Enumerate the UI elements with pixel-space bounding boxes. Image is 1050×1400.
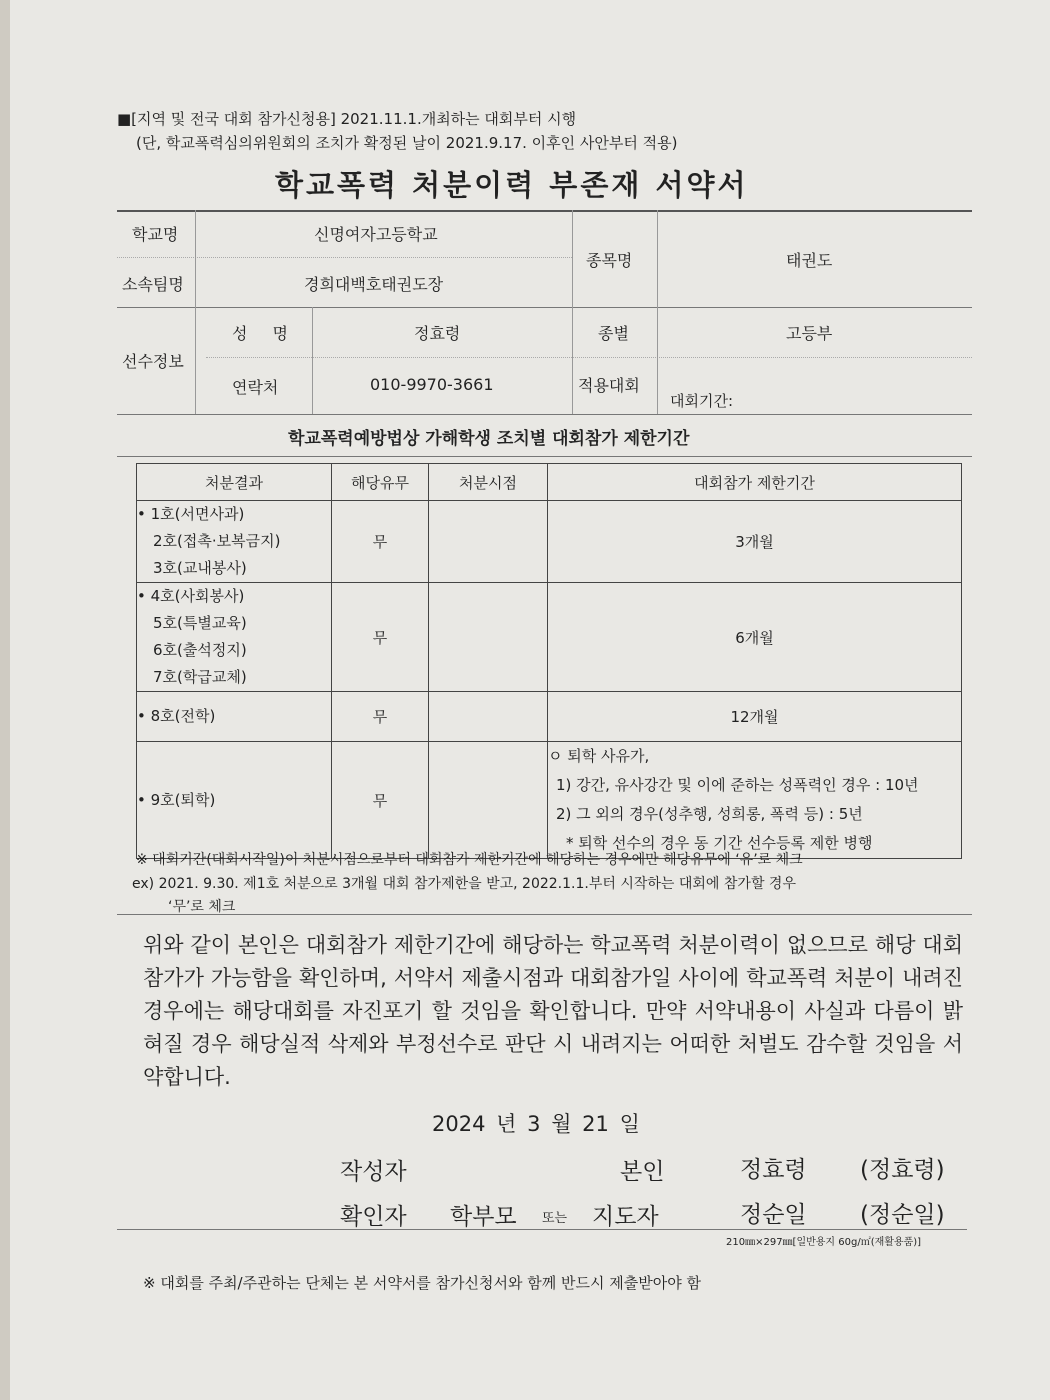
pledge-document: [10, 0, 1050, 1400]
confirmer-name: 정순일: [740, 1202, 807, 1228]
footer-note: ※ 대회를 주최/주관하는 단체는 본 서약서를 참가신청서와 함께 반드시 제출받아야 함: [143, 1274, 701, 1292]
date-day-unit: 일: [619, 1112, 640, 1136]
team-value: 경희대백호태권도장: [304, 275, 444, 294]
parent-label: 학부모: [450, 1204, 517, 1230]
result-item: • 1호(서면사과): [137, 501, 331, 528]
header-applicable: 해당유무: [332, 464, 429, 501]
name-value: 정효령: [414, 324, 461, 343]
applicable-cell: 무: [332, 501, 429, 583]
note-line-2: ex) 2021. 9.30. 제1호 처분으로 3개월 대회 참가제한을 받고, 2022.1.1.부터 시작하는 대회에 참가할 경우: [132, 876, 796, 892]
info-divider: [312, 307, 313, 414]
result-item: 6호(출석정지): [153, 641, 247, 659]
signature-rule: [117, 1229, 967, 1230]
result-items: [137, 692, 332, 742]
expulsion-reason-line: ㅇ 퇴학 사유가,: [548, 747, 650, 765]
or-label: 또는: [542, 1211, 568, 1226]
header-result: 처분결과: [137, 464, 332, 501]
info-divider: [117, 307, 972, 308]
info-divider: [657, 210, 658, 414]
result-items: [137, 501, 332, 583]
contact-label: 연락처: [232, 378, 279, 397]
date-year-unit: 년: [496, 1112, 517, 1136]
name-label: 성 명: [232, 324, 298, 343]
self-label: 본인: [620, 1159, 665, 1185]
contact-value: 010-9970-3661: [370, 375, 494, 394]
division-value: 고등부: [786, 324, 833, 343]
result-item: • 9호(퇴학): [137, 787, 331, 814]
timing-cell: [429, 501, 548, 583]
result-item: • 4호(사회봉사): [137, 583, 331, 610]
event-value: 태권도: [786, 251, 833, 270]
date-day: 21: [582, 1112, 609, 1136]
writer-signature: (정효령): [860, 1157, 945, 1183]
confirmer-signature: (정순일): [860, 1202, 945, 1228]
restriction-table: [136, 463, 962, 859]
division-label: 종별: [598, 324, 629, 343]
notice-line-1: ■[지역 및 전국 대회 참가신청용] 2021.11.1.개최하는 대회부터 시행: [117, 110, 577, 128]
date-month: 3: [527, 1112, 541, 1136]
table-row: [137, 501, 962, 583]
table-row: [137, 692, 962, 742]
result-items: [137, 742, 332, 859]
info-top-rule: [117, 210, 972, 212]
applicable-cell: 무: [332, 692, 429, 742]
competition-period-label: 대회기간:: [670, 392, 734, 410]
notes-rule: [117, 914, 972, 915]
expulsion-reason-line: 2) 그 외의 경우(성추행, 성희롱, 폭력 등) : 5년: [556, 805, 863, 823]
writer-name: 정효령: [740, 1157, 807, 1183]
result-item: 2호(접촉·보복금지): [153, 532, 281, 550]
section-title: 학교폭력예방법상 가해학생 조치별 대회참가 제한기간: [288, 429, 690, 449]
info-divider: [195, 210, 196, 414]
timing-cell: [429, 692, 548, 742]
applicable-cell: 무: [332, 583, 429, 692]
info-bottom-rule: [117, 414, 972, 415]
note-line-1: ※ 대회기간(대회시작일)이 처분시점으로부터 대회참가 제한기간에 해당하는 경우에만 해당유무에 ‘유’로 체크: [136, 852, 803, 868]
applicable-cell: 무: [332, 742, 429, 859]
team-label: 소속팀명: [122, 275, 184, 294]
writer-label: 작성자: [340, 1159, 407, 1185]
result-item: 3호(교내봉사): [153, 559, 247, 577]
date-year: 2024: [432, 1112, 486, 1136]
pledge-text: 위와 같이 본인은 대회참가 제한기간에 해당하는 학교폭력 처분이력이 없으므로 해당 대회 참가가 가능함을 확인하며, 서약서 제출시점과 대회참가일 사이에 학교폭력 처분이 내려진 경우에는 해당대회를 자진포기 할 것임을 확인합니다. 만약 서약내용이 사실과 다름이 밝혀질 경우 해당실적 삭제와 부정선수로 판단 시 내려지는 어떠한 처벌도 감수할 것임을 서약합니다.: [143, 933, 963, 1089]
table-row: [137, 742, 962, 859]
athlete-label: 선수정보: [122, 352, 184, 371]
timing-cell: [429, 583, 548, 692]
confirmer-label: 확인자: [340, 1204, 407, 1230]
timing-cell: [429, 742, 548, 859]
applied-competition-label: 적용대회: [578, 376, 640, 395]
document-title: 학교폭력 처분이력 부존재 서약서: [275, 168, 749, 202]
result-item: • 8호(전학): [137, 703, 331, 730]
school-value: 신명여자고등학교: [314, 225, 438, 244]
notice-line-2: (단, 학교폭력심의위원회의 조치가 확정된 날이 2021.9.17. 이후인 사안부터 적용): [136, 134, 678, 152]
result-items: [137, 583, 332, 692]
period-cell: 3개월: [548, 501, 962, 583]
expulsion-period-cell: [548, 742, 962, 859]
table-header-row: [137, 464, 962, 501]
paper-spec: 210㎜×297㎜[일반용지 60g/㎡(재활용품)]: [726, 1237, 922, 1248]
table-row: [137, 583, 962, 692]
period-cell: 6개월: [548, 583, 962, 692]
school-label: 학교명: [132, 225, 179, 244]
section-rule: [117, 456, 972, 457]
event-label: 종목명: [586, 251, 633, 270]
result-item: 7호(학급교체): [153, 668, 247, 686]
info-divider: [572, 210, 573, 414]
header-timing: 처분시점: [429, 464, 548, 501]
expulsion-reason-line: 1) 강간, 유사강간 및 이에 준하는 성폭력인 경우 : 10년: [556, 776, 919, 794]
info-divider: [206, 357, 972, 358]
header-period: 대회참가 제한기간: [548, 464, 962, 501]
info-divider: [117, 257, 572, 258]
expulsion-reason-line: * 퇴학 선수의 경우 동 기간 선수등록 제한 병행: [566, 834, 873, 852]
period-cell: 12개월: [548, 692, 962, 742]
pledge-date: [432, 1108, 640, 1138]
note-line-3: ‘무’로 체크: [168, 899, 236, 915]
coach-label: 지도자: [592, 1204, 659, 1230]
result-item: 5호(특별교육): [153, 614, 247, 632]
date-month-unit: 월: [551, 1112, 572, 1136]
